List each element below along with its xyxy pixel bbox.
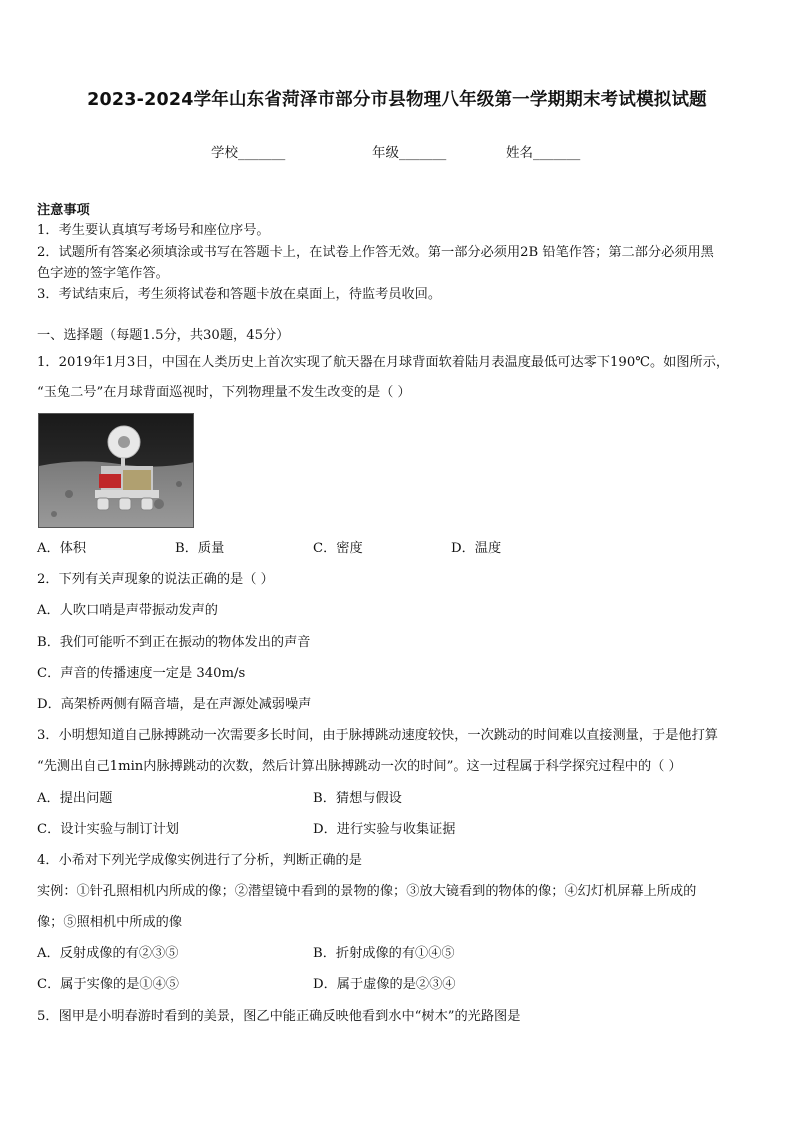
q2-option-b: B．我们可能听不到正在振动的物体发出的声音 xyxy=(37,635,311,650)
q2-option-d: D．高架桥两侧有隔音墙，是在声源处减弱噪声 xyxy=(37,697,312,712)
exam-title: 2023-2024学年山东省菏泽市部分市县物理八年级第一学期期末考试模拟试题 xyxy=(87,90,707,110)
school-field: 学校_______ xyxy=(211,145,286,161)
grade-field: 年级_______ xyxy=(372,145,447,161)
q1-stem: 1．2019年1月3日，中国在人类历史上首次实现了航天器在月球背面软着陆月表温度最低可达零下190℃。如图所示， xyxy=(37,355,730,370)
q3-option-d: D．进行实验与收集证据 xyxy=(313,822,456,837)
q4-option-b: B．折射成像的有①④⑤ xyxy=(313,946,455,961)
q4-examples-cont: 像；⑤照相机中所成的像 xyxy=(37,915,183,930)
q4-examples: 实例：①针孔照相机内所成的像；②潜望镜中看到的景物的像；③放大镜看到的物体的像；④幻灯机屏幕上所成的 xyxy=(37,884,697,899)
q1-option-c: C．密度 xyxy=(313,541,363,556)
q4-option-d: D．属于虚像的是②③④ xyxy=(313,977,456,992)
section-heading: 一、选择题（每题1.5分，共30题，45分） xyxy=(37,328,290,343)
q1-option-a: A．体积 xyxy=(37,541,87,556)
q2-option-c: C．声音的传播速度一定是 340m/s xyxy=(37,666,246,681)
notice-item: 色字迹的签字笔作答。 xyxy=(37,266,169,281)
notice-item: 2．试题所有答案必须填涂或书写在答题卡上，在试卷上作答无效。第一部分必须用2B 铅笔作答；第二部分必须用黑 xyxy=(37,245,714,260)
q4-option-c: C．属于实像的是①④⑤ xyxy=(37,977,179,992)
q3-option-b: B．猜想与假设 xyxy=(313,791,402,806)
notice-heading: 注意事项 xyxy=(37,203,90,218)
q2-option-a: A．人吹口哨是声带振动发声的 xyxy=(37,603,218,618)
q1-stem-cont: “玉兔二号”在月球背面巡视时，下列物理量不发生改变的是（ ） xyxy=(37,385,411,400)
q3-option-c: C．设计实验与制订计划 xyxy=(37,822,179,837)
name-field: 姓名_______ xyxy=(506,145,581,161)
q3-stem: 3．小明想知道自己脉搏跳动一次需要多长时间，由于脉搏跳动速度较快，一次跳动的时间难以直接测量，于是他打算 xyxy=(37,728,718,743)
q3-stem-cont: “先测出自己1min内脉搏跳动的次数，然后计算出脉搏跳动一次的时间”。这一过程属于科学探究过程中的（ ） xyxy=(37,759,682,774)
yutu-rover-image xyxy=(38,413,194,528)
q4-stem: 4．小希对下列光学成像实例进行了分析，判断正确的是 xyxy=(37,853,362,868)
q2-stem: 2．下列有关声现象的说法正确的是（ ） xyxy=(37,572,274,587)
notice-item: 1．考生要认真填写考场号和座位序号。 xyxy=(37,223,270,238)
notice-item: 3．考试结束后，考生须将试卷和答题卡放在桌面上，待监考员收回。 xyxy=(37,287,442,302)
q3-option-a: A．提出问题 xyxy=(37,791,113,806)
q1-option-b: B．质量 xyxy=(175,541,225,556)
q1-option-d: D．温度 xyxy=(451,541,502,556)
q4-option-a: A．反射成像的有②③⑤ xyxy=(37,946,179,961)
q5-stem: 5．图甲是小明春游时看到的美景，图乙中能正确反映他看到水中“树木”的光路图是 xyxy=(37,1009,521,1024)
